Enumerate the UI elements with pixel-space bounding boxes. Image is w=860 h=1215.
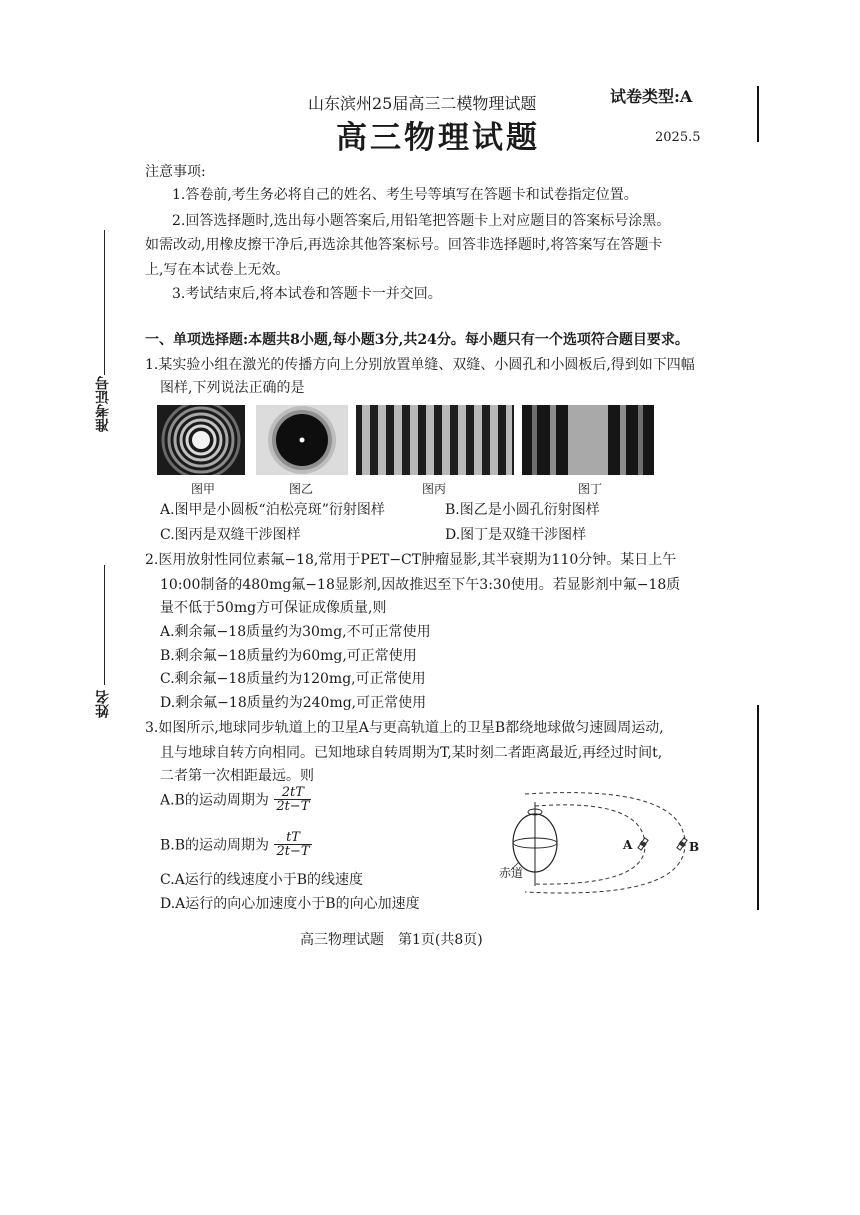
outer-orbit [525, 793, 685, 893]
figure-yi-label: 图乙 [289, 482, 314, 496]
q2-option-c: C.剩余氟−18质量约为120mg,可正常使用 [160, 671, 426, 687]
note-item: 上,写在本试卷上无效。 [145, 262, 290, 278]
q1-stem-line: 图样,下列说法正确的是 [160, 380, 305, 396]
figure-jia-label: 图甲 [191, 482, 216, 496]
q1-option-b: B.图乙是小圆孔衍射图样 [445, 502, 600, 518]
page-title: 高三物理试题 [336, 120, 540, 156]
fraction-numerator: 2tT [274, 786, 311, 800]
figure-bing-image [356, 405, 514, 475]
exam-subtitle: 山东滨州25届高三二模物理试题 [308, 94, 537, 113]
q3-stem-line: 二者第一次相距最远。则 [160, 768, 314, 784]
exam-date: 2025.5 [655, 130, 701, 145]
name-label: 姓名 [95, 690, 111, 718]
note-item: 3.考试结束后,将本试卷和答题卡一并交回。 [172, 286, 442, 302]
satellite-b-icon [676, 837, 688, 850]
figure-ding-image [522, 405, 654, 475]
q3-option-c: C.A运行的线速度小于B的线速度 [160, 872, 364, 888]
name-rule [104, 565, 105, 685]
notes-heading: 注意事项: [145, 164, 206, 180]
q2-stem-line: 2.医用放射性同位素氟−18,常用于PET−CT肿瘤显影,其半衰期为110分钟。某日上午 [145, 552, 677, 568]
q2-stem-line: 量不低于50mg方可保证成像质量,则 [160, 600, 387, 616]
q2-option-d: D.剩余氟−18质量约为240mg,可正常使用 [160, 695, 427, 711]
q1-option-a: A.图甲是小圆板“泊松亮斑”衍射图样 [160, 502, 385, 518]
q3-option-a-fraction [274, 786, 311, 813]
q3-option-a [160, 786, 311, 813]
page-footer: 高三物理试题 第1页(共8页) [300, 932, 483, 948]
binding-line-top [757, 86, 759, 142]
q3-option-b-fraction [274, 831, 311, 858]
exam-type: 试卷类型:A [610, 87, 693, 106]
figure-bing-label: 图丙 [422, 482, 447, 496]
section-heading: 一、单项选择题:本题共8小题,每小题3分,共24分。每小题只有一个选项符合题目要求。 [145, 332, 689, 348]
note-item: 2.回答选择题时,选出每小题答案后,用铅笔把答题卡上对应题目的答案标号涂黑。 [172, 213, 671, 229]
fraction-denominator: 2t−T [276, 799, 310, 814]
note-item: 如需改动,用橡皮擦干净后,再选涂其他答案标号。回答非选择题时,将答案写在答题卡 [145, 237, 663, 253]
q1-option-c: C.图丙是双缝干涉图样 [160, 527, 301, 543]
q3-stem-line: 3.如图所示,地球同步轨道上的卫星A与更高轨道上的卫星B都绕地球做匀速圆周运动, [145, 720, 664, 736]
q1-option-d: D.图丁是双缝干涉图样 [445, 527, 587, 543]
figure-yi-image [256, 405, 348, 475]
satellite-b-label: B [689, 840, 700, 854]
figure-ding-label: 图丁 [578, 482, 603, 496]
fraction-denominator: 2t−T [276, 844, 310, 859]
note-item: 1.答卷前,考生务必将自己的姓名、考生号等填写在答题卡和试卷指定位置。 [172, 187, 638, 203]
q3-option-b [160, 831, 312, 858]
figure-jia-image [157, 405, 245, 475]
q3-stem-line: 且与地球自转方向相同。已知地球自转周期为T,某时刻二者距离最近,再经过时间t, [160, 745, 663, 761]
q2-option-b: B.剩余氟−18质量约为60mg,可正常使用 [160, 648, 417, 664]
q3-option-b-text: B.B的运动周期为 [160, 837, 270, 854]
q2-stem-line: 10:00制备的480mg氟−18显影剂,因故推迟至下午3:30使用。若显影剂中氟−18质 [160, 577, 681, 593]
satellite-a-label: A [623, 838, 633, 852]
q3-option-a-text: A.B的运动周期为 [160, 792, 269, 809]
fraction-numerator: tT [274, 831, 311, 845]
equator-label: 赤道 [499, 866, 524, 880]
satellite-a-icon [637, 837, 649, 850]
exam-id-label: 准考证号 [95, 376, 111, 432]
q2-option-a: A.剩余氟−18质量约为30mg,不可正常使用 [160, 624, 431, 640]
binding-line-bottom [757, 705, 759, 910]
orbit-diagram [495, 788, 710, 898]
q3-option-d: D.A运行的向心加速度小于B的向心加速度 [160, 896, 420, 912]
q1-stem-line: 1.某实验小组在激光的传播方向上分别放置单缝、双缝、小圆孔和小圆板后,得到如下四幅 [145, 357, 695, 373]
exam-id-rule [104, 230, 105, 375]
